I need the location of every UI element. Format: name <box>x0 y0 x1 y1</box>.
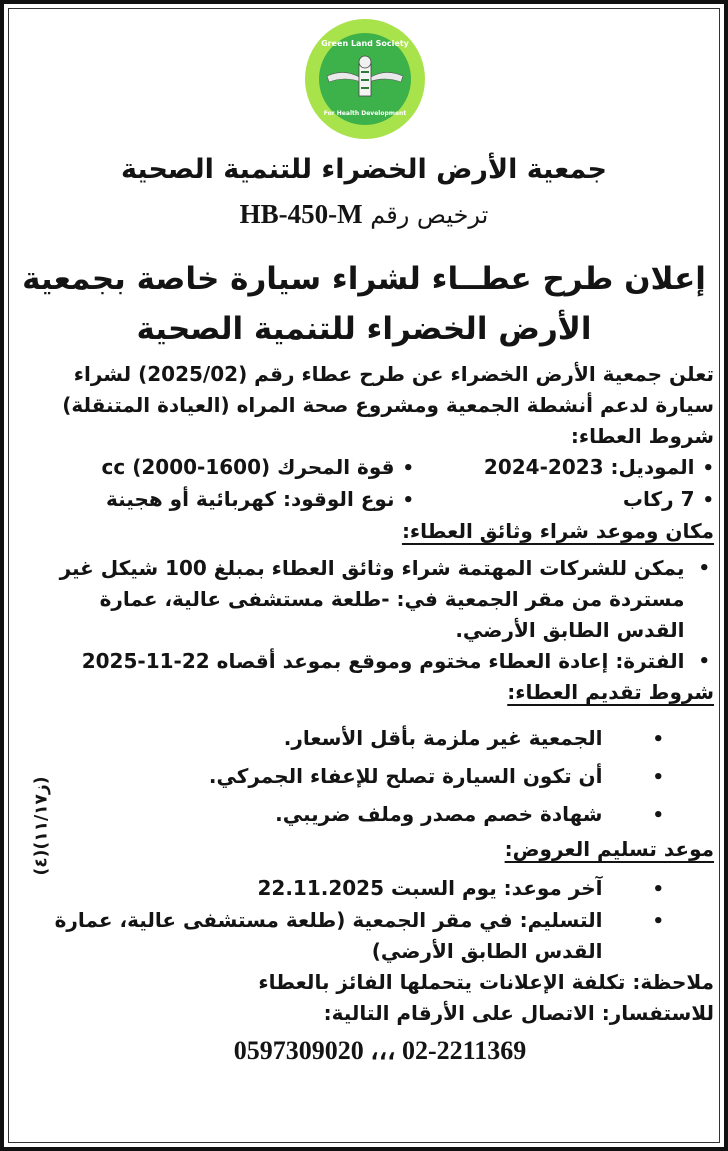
tender-conditions-list <box>26 452 714 516</box>
tender-advertisement <box>14 14 714 1137</box>
headline-line-2: الأرض الخضراء للتنمية الصحية <box>136 311 592 347</box>
documents-item: • يمكن للشركات المهتمة شراء وثائق العطاء بمبلغ 100 شيكل غير مستردة من مقر الجمعية في: -طلعة مستشفى عالية، عمارة القدس الطابق الأرضي. <box>26 553 714 646</box>
submission-conditions-list <box>26 720 714 834</box>
submission-condition-item: • شهادة خصم مصدر وملف ضريبي. <box>26 796 714 834</box>
announcement-body <box>26 359 714 1066</box>
license-label: ترخيص رقم <box>370 201 489 229</box>
publication-code: (ز١١/١٧)(٤) <box>31 776 51 876</box>
bullet-icon: • <box>702 458 714 479</box>
headline-line-1: إعلان طرح عطــاء لشراء سيارة خاصة بجمعية <box>22 261 706 297</box>
offers-deadline-heading: موعد تسليم العروض: <box>504 837 714 861</box>
bullet-icon: • <box>652 729 664 750</box>
license-number: HB-450-M <box>239 199 363 229</box>
bullet-icon: • <box>652 767 664 788</box>
submission-condition-item: • الجمعية غير ملزمة بأقل الأسعار. <box>26 720 714 758</box>
logo-ring-text-bottom: For Health Development <box>323 110 407 117</box>
organization-name: جمعية الأرض الخضراء للتنمية الصحية <box>121 154 607 185</box>
winged-caduceus-icon <box>325 54 405 104</box>
documents-heading: مكان وموعد شراء وثائق العطاء: <box>401 519 714 543</box>
note-line: ملاحظة: تكلفة الإعلانات يتحملها الفائز بالعطاء <box>258 970 714 994</box>
bullet-icon: • <box>652 911 664 932</box>
bullet-icon: • <box>702 490 714 511</box>
documents-item: • الفترة: إعادة العطاء مختوم وموقع بموعد أقصاه 22-11-2025 <box>26 646 714 677</box>
intro-line-2: سيارة لدعم أنشطة الجمعية ومشروع صحة المراه (العيادة المتنقلة) <box>62 393 714 417</box>
green-land-society-logo-icon <box>305 19 425 139</box>
submission-condition-item: • أن تكون السيارة تصلح للإعفاء الجمركي. <box>26 758 714 796</box>
condition-item: • نوع الوقود: كهربائية أو هجينة <box>26 484 414 516</box>
logo-ring-text-top: Green Land Society <box>321 39 409 48</box>
bullet-icon: • <box>698 651 710 672</box>
submission-conditions-heading: شروط تقديم العطاء: <box>507 680 714 704</box>
announcement-headline <box>14 254 714 354</box>
license-line <box>14 199 714 230</box>
bullet-icon: • <box>698 558 710 579</box>
offers-deadline-item: • آخر موعد: يوم السبت 22.11.2025 <box>26 873 714 905</box>
bullet-icon: • <box>652 805 664 826</box>
phone-numbers: 0597309020 ،،، 02-2211369 <box>233 1036 527 1065</box>
offers-deadline-list <box>26 873 714 967</box>
inquiry-line: للاستفسار: الاتصال على الأرقام التالية: <box>323 1001 714 1025</box>
tender-conditions-heading: شروط العطاء: <box>570 424 714 448</box>
bullet-icon: • <box>402 490 414 511</box>
bullet-icon: • <box>652 879 664 900</box>
bullet-icon: • <box>402 458 414 479</box>
condition-item: • قوة المحرك (1600-2000) cc <box>26 452 414 484</box>
offers-deadline-item: • التسليم: في مقر الجمعية (طلعة مستشفى عالية، عمارة القدس الطابق الأرضي) <box>54 908 664 963</box>
condition-item: • 7 ركاب <box>414 484 714 516</box>
condition-item: • الموديل: 2023-2024 <box>414 452 714 484</box>
logo-inner-circle <box>319 33 411 125</box>
intro-line-1: تعلن جمعية الأرض الخضراء عن طرح عطاء رقم (2025/02) لشراء <box>73 362 714 386</box>
